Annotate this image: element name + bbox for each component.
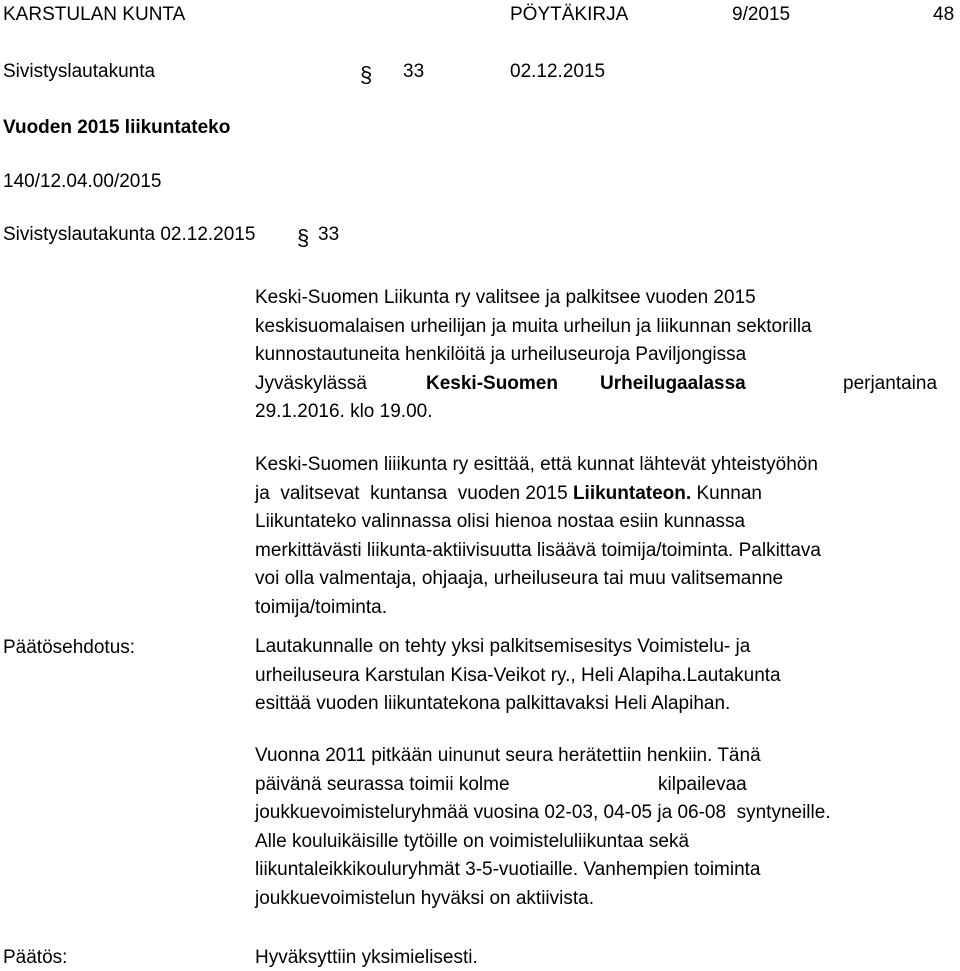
text-line: Keski-Suomen liiikunta ry esittää, että kunnat lähtevät yhteistyöhön <box>255 454 818 475</box>
svg-text:§: § <box>297 225 310 250</box>
word: liikunnan <box>656 315 732 337</box>
word: ry valitsee <box>454 287 541 308</box>
venue-bold: Urheilugaalassa <box>600 372 746 394</box>
word: kunnostautuneita <box>255 344 400 366</box>
venue-bold: Keski-Suomen <box>426 372 558 394</box>
meeting-date: 02.12.2015 <box>510 61 606 82</box>
text-line: esittää vuoden liikuntatekona palkittavaksi Heli Alapihan. <box>255 693 731 715</box>
text-line <box>255 341 955 370</box>
word: urheiluseuroja <box>510 344 631 366</box>
text-line: Alle kouluikäisille tytöille on voimisteluliikuntaa sekä <box>255 830 690 852</box>
decision-text: Hyväksyttiin yksimielisesti. <box>255 947 478 968</box>
text-run: ja valitsevat kuntansa vuoden 2015 <box>255 482 573 504</box>
text-line: Liikuntateko valinnassa olisi hienoa nostaa esiin kunnassa <box>255 511 746 533</box>
decision-label: Päätös: <box>3 947 68 968</box>
text-line <box>255 480 955 509</box>
committee-name: Sivistyslautakunta <box>3 61 156 82</box>
word: muita <box>511 315 559 337</box>
text-line: merkittävästi liikunta-aktiivisuutta lisäävä toimija/toiminta. Palkittava <box>255 539 821 561</box>
description-paragraph-1 <box>255 284 955 427</box>
text-run: Kunnan <box>691 482 762 504</box>
svg-text:§: § <box>360 62 373 87</box>
word: ja <box>490 344 506 366</box>
section-number: 33 <box>403 61 425 82</box>
reference-section: 33 <box>318 224 340 245</box>
description-paragraph-2 <box>255 451 955 623</box>
municipality-name: KARSTULAN KUNTA <box>3 4 186 25</box>
text-line <box>255 284 955 313</box>
reference-text: Sivistyslautakunta 02.12.2015 <box>3 224 256 245</box>
page-title: Vuoden 2015 liikuntateko <box>3 117 231 138</box>
word: ja <box>545 287 561 308</box>
record-id: 140/12.04.00/2015 <box>3 171 162 192</box>
word: urheilijan <box>410 315 487 337</box>
text-run: päivänä seurassa toimii kolme <box>255 773 510 795</box>
word: urheilun <box>563 315 632 337</box>
text-line: Lautakunnalle on tehty yksi palkitsemisesitys Voimistelu- ja <box>255 636 751 657</box>
proposal-label: Päätösehdotus: <box>3 637 136 658</box>
word: 2015 <box>713 287 756 308</box>
section-mark-icon <box>297 221 313 251</box>
word: keskisuomalaisen <box>255 315 405 337</box>
word: ja <box>636 315 652 337</box>
text-line: voi olla valmentaja, ohjaaja, urheiluseura tai muu valitsemanne <box>255 568 784 590</box>
proposal-paragraph-1 <box>255 633 955 719</box>
text-line: liikuntaleikkikouluryhmät 3-5-vuotiaille. Vanhempien toiminta <box>255 859 761 881</box>
text-line: toimija/toiminta. <box>255 596 387 618</box>
text-line: urheiluseura Karstulan Kisa-Veikot ry., Heli Alapiha.Lautakunta <box>255 664 781 686</box>
emphasis-text: Liikuntateon. <box>572 482 692 504</box>
word: perjantaina <box>843 372 938 394</box>
document-type: PÖYTÄKIRJA <box>510 4 629 25</box>
text-line: 29.1.2016. klo 19.00. <box>255 401 433 423</box>
word: ja <box>491 315 507 337</box>
page-number: 48 <box>933 4 955 25</box>
word: sektorilla <box>736 315 812 337</box>
text-line: joukkuevoimistelun hyväksi on aktiivista. <box>255 887 594 909</box>
text-run: kilpailevaa <box>658 773 747 795</box>
text-line <box>255 370 955 399</box>
text-line <box>255 313 955 342</box>
proposal-paragraph-2 <box>255 742 955 914</box>
word: Jyväskylässä <box>255 372 367 394</box>
word: palkitsee <box>565 287 641 308</box>
section-mark-icon <box>360 58 376 88</box>
text-line: joukkuevoimisteluryhmää vuosina 02-03, 04-05 ja 06-08 syntyneille. <box>255 802 831 824</box>
word: Paviljongissa <box>635 344 747 366</box>
text-line: Vuonna 2011 pitkään uinunut seura herätettiin henkiin. Tänä <box>255 745 761 766</box>
word: henkilöitä <box>405 344 486 366</box>
word: Liikunta <box>383 287 450 308</box>
word: vuoden <box>645 287 709 308</box>
text-line <box>255 771 955 800</box>
document-number: 9/2015 <box>732 4 791 25</box>
word: Keski-Suomen <box>255 287 379 308</box>
